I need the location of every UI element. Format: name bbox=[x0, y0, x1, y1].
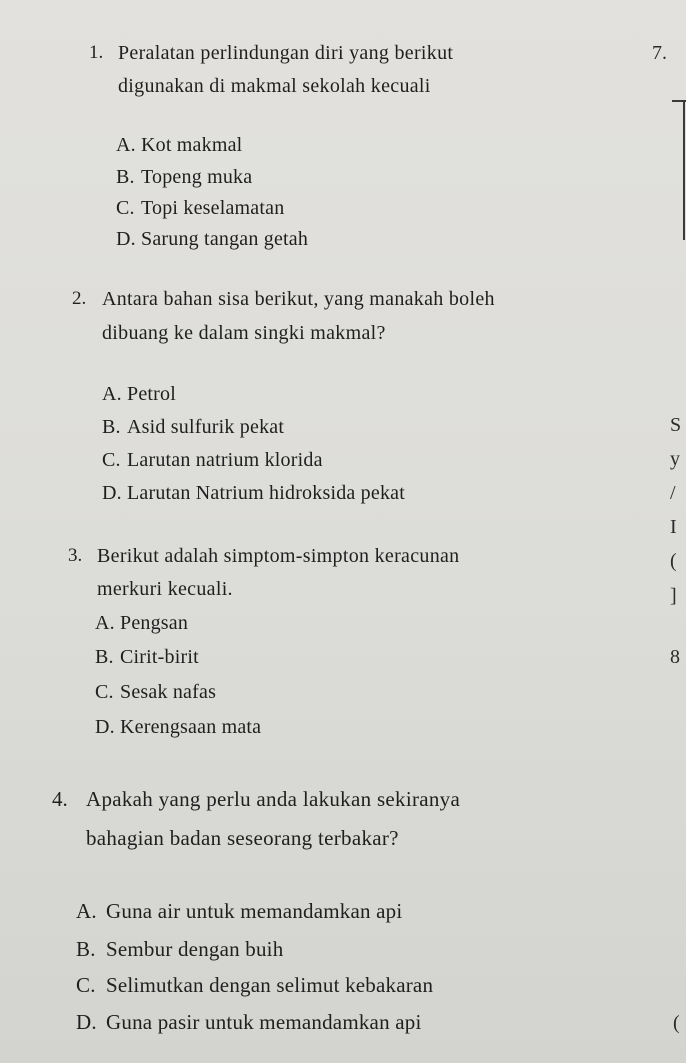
question-1-option-d bbox=[116, 228, 308, 251]
question-3-option-b bbox=[95, 646, 199, 669]
option-text: Larutan natrium klorida bbox=[127, 449, 323, 471]
option-text: Sembur dengan buih bbox=[106, 937, 284, 961]
question-1-option-c bbox=[116, 197, 284, 220]
option-text: Topi keselamatan bbox=[141, 197, 285, 219]
question-1-option-a bbox=[116, 134, 242, 157]
question-4-option-b bbox=[76, 937, 283, 962]
option-letter: B. bbox=[116, 166, 135, 188]
option-letter: C. bbox=[116, 197, 135, 219]
next-question-number: 7. bbox=[652, 42, 667, 64]
option-letter: A. bbox=[76, 899, 97, 923]
option-letter: D. bbox=[95, 716, 115, 738]
option-text: Selimutkan dengan selimut kebakaran bbox=[106, 973, 434, 997]
question-2-line-1: Antara bahan sisa berikut, yang manakah boleh bbox=[102, 288, 495, 310]
question-2-option-a bbox=[102, 383, 176, 406]
option-text: Sarung tangan getah bbox=[141, 228, 309, 250]
option-text: Sesak nafas bbox=[120, 681, 217, 703]
question-2-option-c bbox=[102, 449, 323, 472]
option-text: Larutan Natrium hidroksida pekat bbox=[127, 482, 405, 504]
question-2-option-b bbox=[102, 416, 284, 439]
question-4-option-d bbox=[76, 1010, 421, 1035]
option-text: Cirit-birit bbox=[120, 646, 199, 668]
option-text: Kot makmal bbox=[141, 134, 243, 156]
question-2-line-2: dibuang ke dalam singki makmal? bbox=[102, 322, 386, 344]
option-letter: D. bbox=[102, 482, 122, 504]
question-3-option-a bbox=[95, 612, 188, 635]
edge-fragment: ( bbox=[670, 550, 677, 572]
option-text: Pengsan bbox=[120, 612, 189, 634]
option-letter: D. bbox=[116, 228, 136, 250]
question-3-option-c bbox=[95, 681, 216, 704]
edge-fragment: S bbox=[670, 414, 682, 436]
option-letter: B. bbox=[95, 646, 114, 668]
option-letter: A. bbox=[102, 383, 122, 405]
option-text: Topeng muka bbox=[141, 166, 253, 188]
edge-vertical-line bbox=[683, 100, 685, 240]
question-3-line-2: merkuri kecuali. bbox=[97, 578, 233, 600]
question-1-option-b bbox=[116, 166, 252, 189]
edge-fragment: I bbox=[670, 516, 677, 538]
edge-horizontal-line bbox=[672, 100, 686, 102]
option-text: Guna air untuk memandamkan api bbox=[106, 899, 403, 923]
option-letter: A. bbox=[116, 134, 136, 156]
option-text: Guna pasir untuk memandamkan api bbox=[106, 1010, 422, 1034]
edge-fragment: ] bbox=[670, 585, 677, 607]
question-4-line-1: Apakah yang perlu anda lakukan sekiranya bbox=[86, 787, 461, 811]
question-3-number: 3. bbox=[68, 545, 83, 566]
question-3-option-d bbox=[95, 716, 261, 739]
option-letter: B. bbox=[76, 937, 96, 961]
option-text: Kerengsaan mata bbox=[120, 716, 262, 738]
edge-fragment: 8 bbox=[670, 646, 680, 668]
question-1-line-2: digunakan di makmal sekolah kecuali bbox=[118, 75, 431, 97]
question-4-option-c bbox=[76, 973, 433, 998]
option-letter: C. bbox=[76, 973, 96, 997]
option-letter: C. bbox=[102, 449, 121, 471]
question-1-number: 1. bbox=[89, 42, 104, 63]
question-3-line-1: Berikut adalah simptom-simpton keracunan bbox=[97, 545, 460, 567]
question-2-option-d bbox=[102, 482, 405, 505]
question-2-number: 2. bbox=[72, 288, 87, 309]
edge-fragment: y bbox=[670, 448, 680, 470]
option-text: Petrol bbox=[127, 383, 176, 405]
edge-fragment: ( bbox=[673, 1012, 680, 1034]
edge-fragment: / bbox=[670, 482, 676, 504]
question-4-option-a bbox=[76, 899, 402, 924]
option-letter: B. bbox=[102, 416, 121, 438]
option-letter: C. bbox=[95, 681, 114, 703]
option-letter: A. bbox=[95, 612, 115, 634]
question-4-line-2: bahagian badan seseorang terbakar? bbox=[86, 826, 399, 850]
option-text: Asid sulfurik pekat bbox=[127, 416, 285, 438]
question-1-line-1: Peralatan perlindungan diri yang berikut bbox=[118, 42, 454, 64]
option-letter: D. bbox=[76, 1010, 97, 1034]
question-4-number: 4. bbox=[52, 787, 68, 811]
